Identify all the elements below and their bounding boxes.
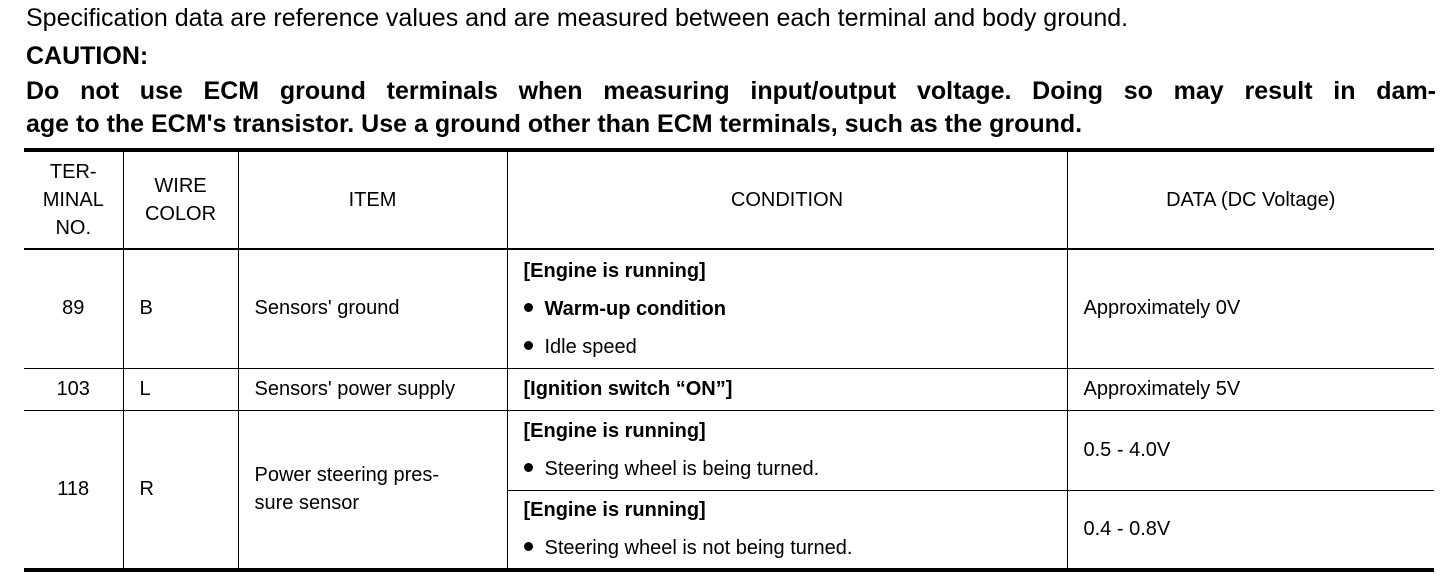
cell-data: 0.5 - 4.0V	[1067, 410, 1434, 490]
condition-bullet: Steering wheel is being turned.	[524, 450, 1067, 488]
header-wire-color: WIRE COLOR	[123, 150, 238, 249]
table-row	[24, 410, 1434, 490]
intro-text: Specification data are reference values and are measured between each terminal and body ground.	[26, 4, 1129, 32]
cell-data: 0.4 - 0.8V	[1067, 490, 1434, 570]
caution-heading: CAUTION:	[26, 42, 149, 70]
cell-item: Sensors' ground	[238, 249, 507, 368]
cell-data: Approximately 0V	[1067, 249, 1434, 368]
condition-heading: [Engine is running]	[523, 499, 706, 522]
header-terminal-no: TER- MINAL NO.	[24, 150, 123, 249]
cell-condition	[507, 410, 1067, 490]
header-condition: CONDITION	[507, 150, 1067, 249]
caution-text	[26, 75, 1436, 141]
cell-data: Approximately 5V	[1067, 368, 1434, 410]
header-data: DATA (DC Voltage)	[1067, 150, 1434, 249]
cell-condition	[507, 249, 1067, 368]
bullet-icon	[524, 303, 533, 312]
cell-terminal: 89	[24, 249, 123, 368]
condition-heading: [Engine is running]	[523, 420, 706, 442]
condition-heading: [Ignition switch “ON”]	[523, 378, 733, 400]
cell-condition	[507, 368, 1067, 410]
table-header-row	[24, 150, 1434, 249]
table-row	[24, 368, 1434, 410]
caution-line-1: Do not use ECM ground terminals when measuring input/output voltage. Doing so may result in dam-	[26, 77, 1436, 105]
bullet-icon	[524, 463, 533, 472]
table-row	[24, 249, 1434, 368]
cell-item: Power steering pres- sure sensor	[238, 410, 507, 570]
cell-terminal: 118	[24, 410, 123, 570]
condition-bullet: Idle speed	[524, 328, 1067, 366]
cell-terminal: 103	[24, 368, 123, 410]
condition-heading: [Engine is running]	[523, 259, 706, 282]
caution-line-2: age to the ECM's transistor. Use a ground other than ECM terminals, such as the ground.	[26, 110, 1083, 138]
terminal-spec-table	[24, 148, 1434, 572]
header-item: ITEM	[238, 150, 507, 249]
condition-bullet: Steering wheel is not being turned.	[524, 529, 1067, 567]
cell-condition	[507, 490, 1067, 570]
bullet-icon	[524, 542, 533, 551]
cell-wire: L	[123, 368, 238, 410]
cell-wire: R	[123, 410, 238, 570]
cell-item: Sensors' power supply	[238, 368, 507, 410]
condition-bullet: Warm-up condition	[524, 290, 1067, 328]
cell-wire: B	[123, 249, 238, 368]
bullet-icon	[524, 341, 533, 350]
